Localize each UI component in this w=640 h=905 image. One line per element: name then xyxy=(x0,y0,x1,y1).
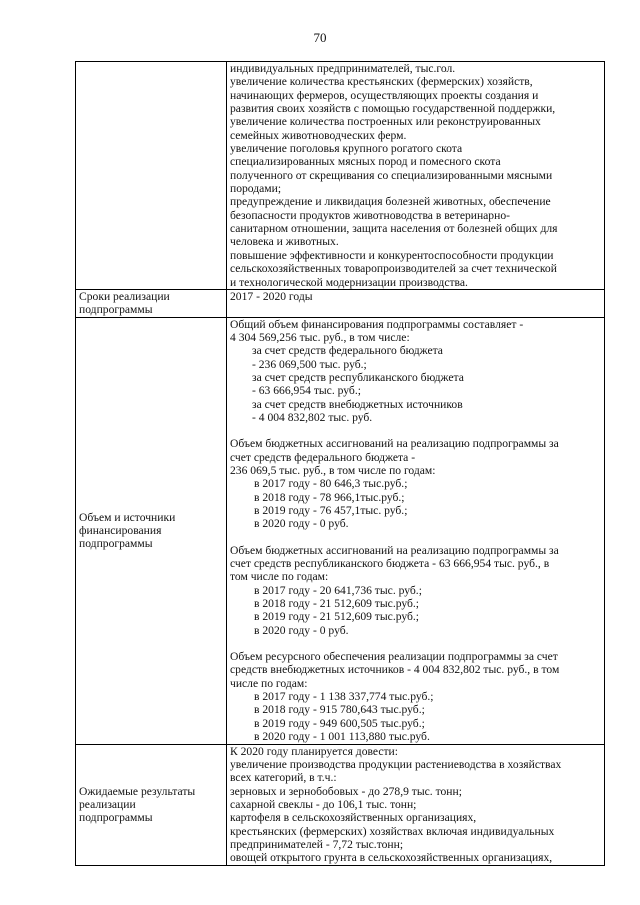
republican-line: Объем бюджетных ассигнований на реализацию подпрограммы за xyxy=(230,543,559,557)
results-line: крестьянских (фермерских) хозяйствах включая индивидуальных xyxy=(230,824,555,838)
table-row-timeline xyxy=(76,289,605,317)
financing-source-line: - 63 666,954 тыс. руб.; xyxy=(252,384,361,398)
financing-total-line: 4 304 569,256 тыс. руб., в том числе: xyxy=(230,330,410,344)
subprogram-passport-table xyxy=(75,61,605,866)
row-label: Объем и источники xyxy=(79,510,176,524)
table-row-goals xyxy=(76,62,605,290)
results-line: картофеля в сельскохозяйственных организациях, xyxy=(230,811,477,825)
results-line: К 2020 году планируется довести: xyxy=(230,744,398,758)
goals-label-cell xyxy=(76,62,227,290)
results-line: овощей открытого грунта в сельскохозяйственных организациях, xyxy=(230,851,553,865)
results-line: сахарной свеклы - до 106,1 тыс. тонн; xyxy=(230,797,417,811)
results-text-cell xyxy=(227,744,605,865)
text-line: предупреждение и ликвидация болезней животных, обеспечение xyxy=(230,195,551,209)
extrabudget-year-line: в 2017 году - 1 138 337,774 тыс.руб.; xyxy=(254,690,434,704)
results-label-cell xyxy=(76,744,227,865)
financing-total-line: Общий объем финансирования подпрограммы составляет - xyxy=(230,317,524,331)
text-line: увеличение количества построенных или реконструированных xyxy=(230,115,541,129)
row-label: подпрограммы xyxy=(79,537,153,551)
federal-line: 236 069,5 тыс. руб., в том числе по годам: xyxy=(230,463,436,477)
table-row-financing xyxy=(76,317,605,744)
financing-source-line: - 236 069,500 тыс. руб.; xyxy=(252,357,367,371)
text-line: увеличение поголовья крупного рогатого скота xyxy=(230,142,463,156)
republican-year-line: в 2020 году - 0 руб. xyxy=(254,623,349,637)
financing-source-line: за счет средств республиканского бюджета xyxy=(252,370,464,384)
timeline-label-cell xyxy=(76,289,227,317)
row-label: подпрограммы xyxy=(79,811,153,825)
goals-text-cell xyxy=(227,62,605,290)
table-row-results xyxy=(76,744,605,865)
extrabudget-line: Объем ресурсного обеспечения реализации подпрограммы за счет xyxy=(230,650,558,664)
federal-line: Объем бюджетных ассигнований на реализацию подпрограммы за xyxy=(230,437,559,451)
row-label: подпрограммы xyxy=(79,303,153,317)
extrabudget-year-line: в 2020 году - 1 001 113,880 тыс.руб. xyxy=(254,730,430,744)
republican-year-line: в 2017 году - 20 641,736 тыс. руб.; xyxy=(254,583,422,597)
paragraph-gap xyxy=(230,531,601,544)
republican-year-line: в 2019 году - 21 512,609 тыс.руб.; xyxy=(254,610,420,624)
text-line: человека и животных. xyxy=(230,235,339,249)
extrabudget-year-line: в 2018 году - 915 780,643 тыс.руб.; xyxy=(254,703,425,717)
results-line: предпринимателей - 7,72 тыс.тонн; xyxy=(230,837,404,851)
text-line: развития своих хозяйств с помощью государственной поддержки, xyxy=(230,102,556,116)
text-line: сельскохозяйственных товаропроизводителей за счет технической xyxy=(230,262,557,276)
federal-year-line: в 2018 году - 78 966,1тыс.руб.; xyxy=(254,490,405,504)
timeline-value-cell xyxy=(227,289,605,317)
financing-source-line: - 4 004 832,802 тыс. руб. xyxy=(252,410,373,424)
financing-label-cell xyxy=(76,317,227,744)
text-line: специализированных мясных пород и помесного скота xyxy=(230,155,501,169)
timeline-value: 2017 - 2020 годы xyxy=(230,289,313,303)
text-line: безопасности продуктов животноводства в ветеринарно- xyxy=(230,208,510,222)
republican-line: счет средств республиканского бюджета - 63 666,954 тыс. руб., в xyxy=(230,557,550,571)
text-line: породами; xyxy=(230,182,282,196)
extrabudget-line: числе по годам: xyxy=(230,676,308,690)
extrabudget-line: средств внебюджетных источников - 4 004 832,802 тыс. руб., в том xyxy=(230,663,560,677)
republican-line: том числе по годам: xyxy=(230,570,329,584)
financing-source-line: за счет средств федерального бюджета xyxy=(252,344,443,358)
text-line: повышение эффективности и конкурентоспособности продукции xyxy=(230,248,554,262)
page-number: 70 xyxy=(313,30,327,45)
row-label: Ожидаемые результаты xyxy=(79,784,196,798)
text-line: семейных животноводческих ферм. xyxy=(230,128,407,142)
paragraph-gap xyxy=(230,637,601,650)
republican-year-line: в 2018 году - 21 512,609 тыс.руб.; xyxy=(254,597,420,611)
row-label: финансирования xyxy=(79,523,162,537)
financing-text-cell xyxy=(227,317,605,744)
text-line: индивидуальных предпринимателей, тыс.гол. xyxy=(230,62,456,75)
text-line: и технологической модернизации производства. xyxy=(230,275,468,289)
federal-year-line: в 2020 году - 0 руб. xyxy=(254,517,349,531)
federal-year-line: в 2017 году - 80 646,3 тыс.руб.; xyxy=(254,477,408,491)
text-line: санитарном отношении, защита населения от болезней общих для xyxy=(230,222,558,236)
results-line: всех категорий, в т.ч.: xyxy=(230,771,337,785)
results-line: увеличение производства продукции растениеводства в хозяйствах xyxy=(230,757,562,771)
federal-year-line: в 2019 году - 76 457,1тыс. руб.; xyxy=(254,504,408,517)
results-line: зерновых и зернобобовых - до 278,9 тыс. тонн; xyxy=(230,784,462,798)
row-label: реализации xyxy=(79,797,136,811)
paragraph-gap xyxy=(230,424,601,437)
extrabudget-year-line: в 2019 году - 949 600,505 тыс.руб.; xyxy=(254,716,425,730)
text-line: начинающих фермеров, осуществляющих проекты создания и xyxy=(230,88,539,102)
federal-line: счет средств федерального бюджета - xyxy=(230,450,416,464)
text-line: полученного от скрещивания со специализированными мясными xyxy=(230,168,553,182)
row-label: Сроки реализации xyxy=(79,289,170,303)
text-line: увеличение количества крестьянских (фермерских) хозяйств, xyxy=(230,75,533,89)
financing-source-line: за счет средств внебюджетных источников xyxy=(252,397,463,411)
